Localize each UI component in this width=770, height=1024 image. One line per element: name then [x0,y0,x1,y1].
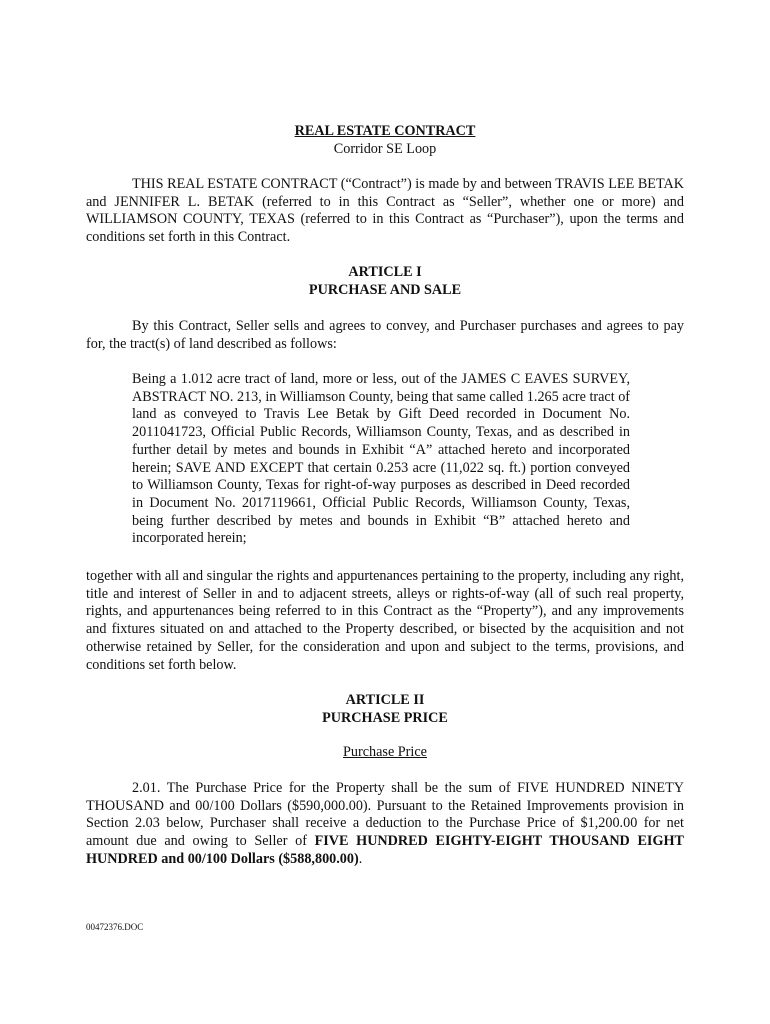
article-2-number: ARTICLE II [345,692,425,708]
document-id-footer: 00472376.DOC [86,922,144,932]
section-2-01-text: 2.01. The Purchase Price for the Property shall be the sum of FIVE HUNDRED NINETY THOUSAND and 00/100 Dollars ($590,000.00). Pursuant to the Retained Improvements provision in Section 2.03 below, Purchaser shall receive a deduction to the Purchase Price of $1,200.00 for net amount due and owing to Seller of [86,780,684,850]
article-1-paragraph-1: By this Contract, Seller sells and agrees to convey, and Purchaser purchases and agrees to pay for, the tract(s) of land described as follows: [86,318,684,352]
section-2-01-end: . [358,850,363,867]
purchase-price-subheading: Purchase Price [343,744,427,760]
document-title: REAL ESTATE CONTRACT [294,123,476,139]
article-1-title: PURCHASE AND SALE [308,282,462,298]
net-amount-text: FIVE HUNDRED EIGHTY-EIGHT THOUSAND EIGHT HUNDRED and 00/100 Dollars ($588,800.00) [86,833,684,867]
document-subtitle: Corridor SE Loop [333,141,437,157]
legal-description: Being a 1.012 acre tract of land, more or less, out of the JAMES C EAVES SURVEY, ABSTRACT NO. 213, in Williamson County, being that same called 1.265 acre tract of land as conveyed to Travis Lee Betak by Gift Deed recorded in Document No. 2011041723, Official Public Records, Williamson County, Texas, and as described in further detail by metes and bounds in Exhibit “A” attached hereto and incorporated herein; SAVE AND EXCEPT that certain 0.253 acre (11,022 sq. ft.) portion conveyed to Williamson County, Texas for right-of-way purposes as described in Deed recorded in Document No. 2017119661, Official Public Records, Williamson County, Texas, being further described by metes and bounds in Exhibit “B” attached hereto and incorporated herein; [132,371,631,547]
intro-paragraph: THIS REAL ESTATE CONTRACT (“Contract”) is made by and between TRAVIS LEE BETAK and JENNIFER L. BETAK (referred to in this Contract as “Seller”, whether one or more) and WILLIAMSON COUNTY, TEXAS (referred to in this Contract as “Purchaser”), upon the terms and conditions set forth in this Contract. [86,176,684,246]
article-1-paragraph-2: together with all and singular the rights and appurtenances pertaining to the property, including any right, title and interest of Seller in and to adjacent streets, alleys or rights-of-way (all of such real property, rights, and appurtenances being referred to in this Contract as the “Property”), and any improvements and fixtures situated on and attached to the Property described, or bisected by the acquisition and not otherwise retained by Seller, for the consideration and upon and subject to the terms, provisions, and conditions set forth below. [86,568,684,673]
article-1-heading [86,263,684,299]
section-2-01-paragraph [86,780,684,869]
article-2-title: PURCHASE PRICE [322,710,448,726]
title-block [86,122,684,158]
article-2-heading [86,691,684,727]
article-1-number: ARTICLE I [348,264,422,280]
